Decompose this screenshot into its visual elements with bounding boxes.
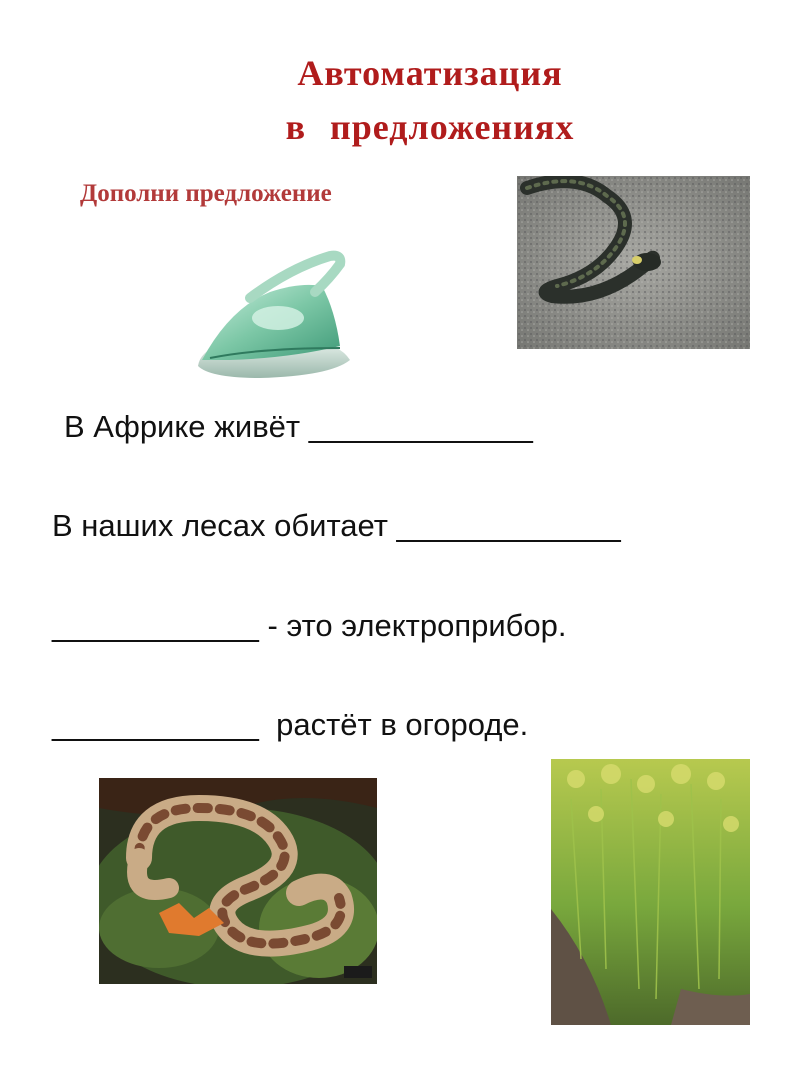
sentence-appliance: ____________ - это электроприбор. xyxy=(52,608,567,643)
sentence-forest: В наших лесах обитает _____________ xyxy=(52,508,621,543)
page-title-line-1: Автоматизация xyxy=(297,53,563,93)
page-title-line-2: в предложениях xyxy=(285,107,575,147)
sentence-garden: ____________ растёт в огороде. xyxy=(52,707,529,742)
sentence-africa: В Африке живёт _____________ xyxy=(64,409,533,444)
task-subtitle: Дополни предложение xyxy=(80,180,332,207)
iron-image xyxy=(190,248,360,383)
boa-snake-image xyxy=(99,778,377,984)
dill-plants-image xyxy=(551,759,750,1025)
grass-snake-image xyxy=(517,176,750,349)
